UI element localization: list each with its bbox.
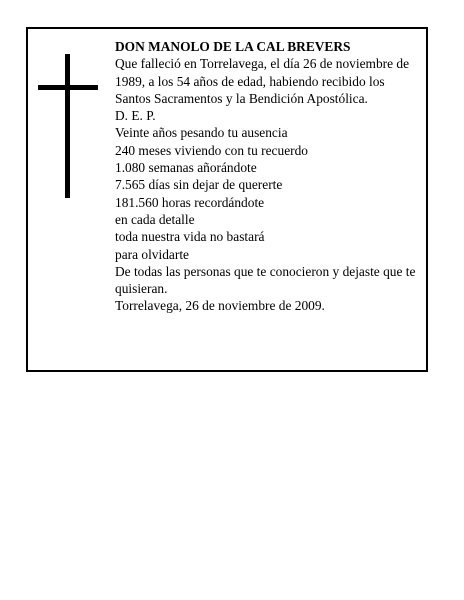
poem-line: 181.560 horas recordándote [115, 194, 265, 210]
dedication-line: De todas las personas que te conocieron y dejaste que te quisieran. [115, 263, 416, 297]
poem-line: Veinte años pesando tu ausencia [115, 125, 288, 141]
obituary-notice [26, 27, 428, 372]
cross-horizontal-bar [38, 85, 98, 90]
rest-in-peace: D. E. P. [115, 108, 156, 124]
poem-line: toda nuestra vida no bastará [115, 229, 265, 245]
death-announcement: Que falleció en Torrelavega, el día 26 de noviembre de 1989, a los 54 años de edad, habiendo recibido los Santos Sacramentos y la Bendición Apostólica. [115, 56, 410, 106]
cross-vertical-bar [65, 54, 70, 198]
notice-text [115, 38, 421, 315]
cross-icon [38, 54, 98, 198]
poem-line: 240 meses viviendo con tu recuerdo [115, 142, 308, 158]
poem-line: para olvidarte [115, 246, 189, 262]
poem-line: 1.080 semanas añorándote [115, 160, 257, 176]
poem-line: 7.565 días sin dejar de quererte [115, 177, 283, 193]
place-date-line: Torrelavega, 26 de noviembre de 2009. [115, 298, 325, 314]
deceased-name: DON MANOLO DE LA CAL BREVERS [115, 39, 351, 54]
poem-line: en cada detalle [115, 211, 195, 227]
